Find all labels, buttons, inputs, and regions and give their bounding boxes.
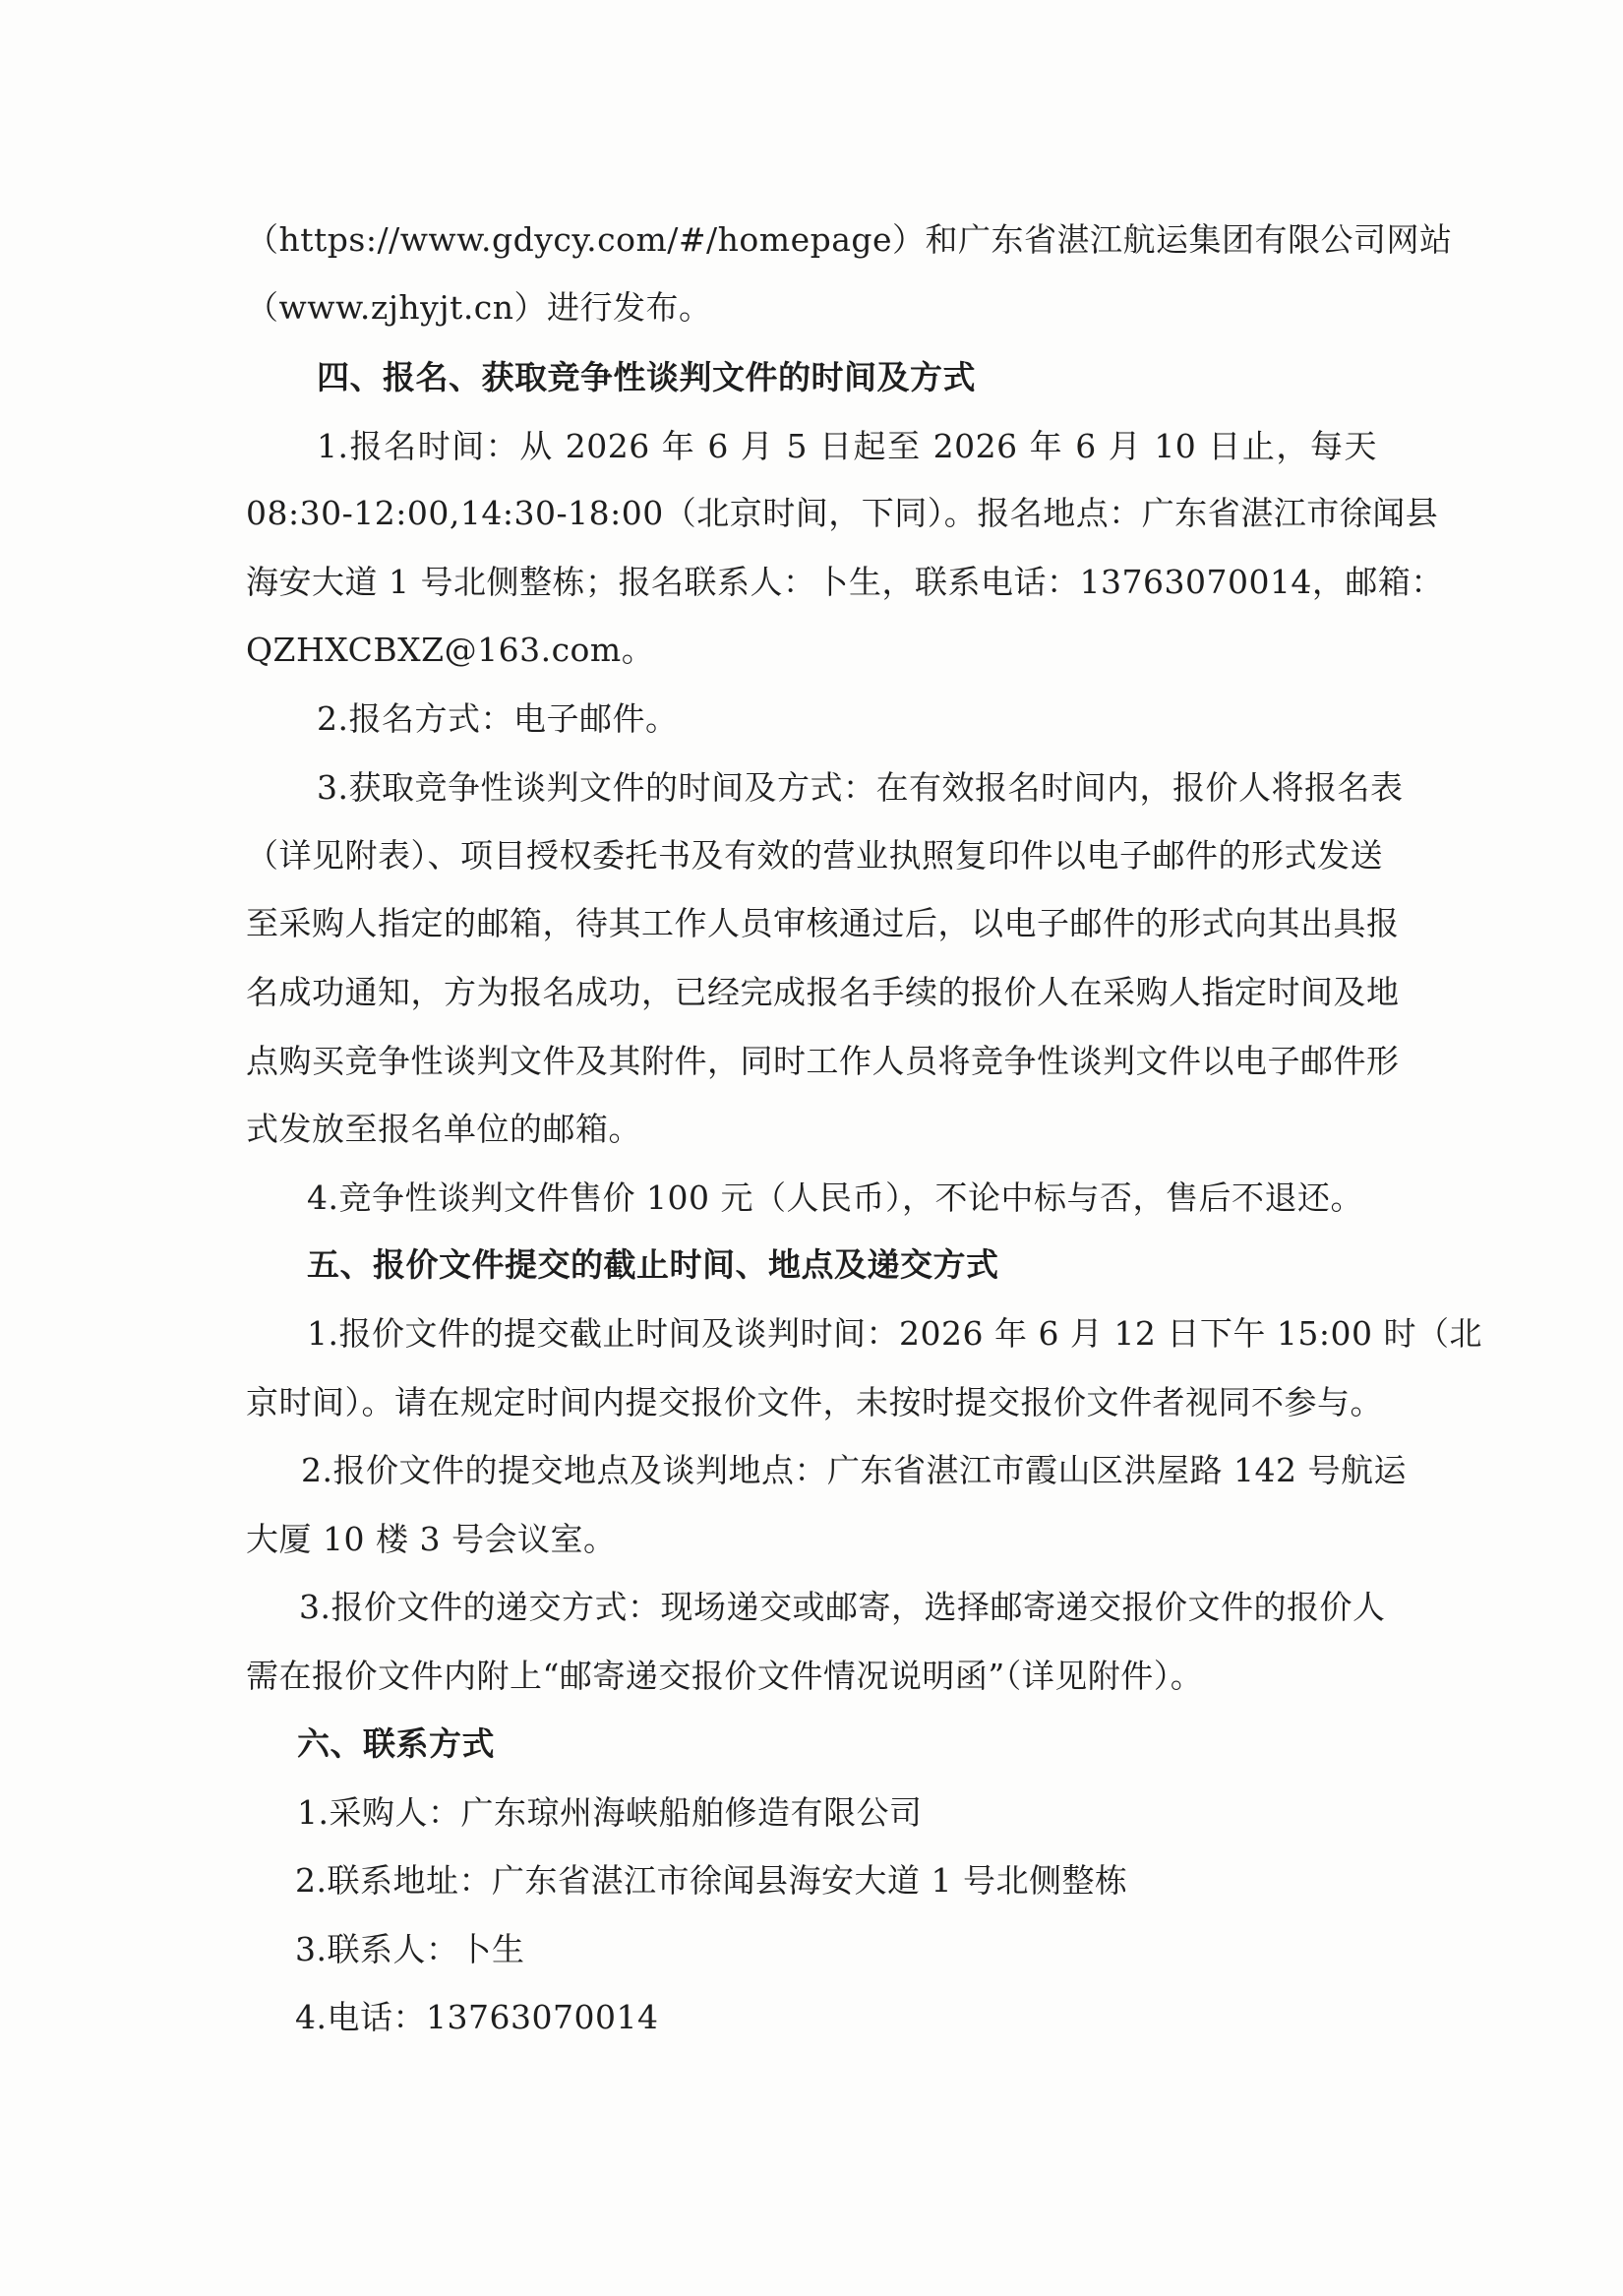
text-line: 4.电话：13763070014 <box>295 1998 659 2036</box>
text-line: （https://www.gdycy.com/#/homepage）和广东省湛江航运集团有限公司网站 <box>246 220 1453 259</box>
text-line: QZHXCBXZ@163.com。 <box>246 631 655 669</box>
text-line: 08:30-12:00,14:30-18:00（北京时间，下同）。报名地点：广东省湛江市徐闻县 <box>246 494 1439 532</box>
section-heading: 五、报价文件提交的截止时间、地点及递交方式 <box>307 1245 999 1284</box>
text-line: 需在报价文件内附上“邮寄递交报价文件情况说明函”（详见附件）。 <box>246 1657 1204 1695</box>
text-line: 2.联系地址：广东省湛江市徐闻县海安大道 1 号北侧整栋 <box>295 1861 1128 1900</box>
text-line: 1.报名时间：从 2026 年 6 月 5 日起至 2026 年 6 月 10 日止，每天 <box>317 427 1377 465</box>
text-line: 京时间）。请在规定时间内提交报价文件，未按时提交报价文件者视同不参与。 <box>246 1383 1383 1421</box>
text-line: 名成功通知，方为报名成功，已经完成报名手续的报价人在采购人指定时间及地 <box>246 973 1400 1011</box>
section-heading: 六、联系方式 <box>297 1724 495 1763</box>
text-line: 3.联系人：卜生 <box>295 1930 525 1968</box>
text-line: 3.报价文件的递交方式：现场递交或邮寄，选择邮寄递交报价文件的报价人 <box>299 1588 1386 1626</box>
text-line: 2.报名方式：电子邮件。 <box>317 699 679 738</box>
text-line: 3.获取竞争性谈判文件的时间及方式：在有效报名时间内，报价人将报名表 <box>317 768 1404 807</box>
text-line: 式发放至报名单位的邮箱。 <box>246 1110 641 1148</box>
text-line: 1.报价文件的提交截止时间及谈判时间：2026 年 6 月 12 日下午 15:00 时（北 <box>307 1314 1482 1353</box>
text-line: 点购买竞争性谈判文件及其附件，同时工作人员将竞争性谈判文件以电子邮件形 <box>246 1042 1400 1080</box>
text-line: （www.zjhyjt.cn）进行发布。 <box>246 288 712 327</box>
text-line: 1.采购人：广东琼州海峡船舶修造有限公司 <box>297 1793 923 1832</box>
text-line: （详见附表）、项目授权委托书及有效的营业执照复印件以电子邮件的形式发送 <box>246 836 1383 875</box>
text-line: 海安大道 1 号北侧整栋；报名联系人：卜生，联系电话：13763070014，邮箱： <box>246 563 1444 601</box>
section-heading: 四、报名、获取竞争性谈判文件的时间及方式 <box>317 358 976 396</box>
text-line: 大厦 10 楼 3 号会议室。 <box>246 1520 617 1558</box>
text-line: 2.报价文件的提交地点及谈判地点：广东省湛江市霞山区洪屋路 142 号航运 <box>301 1451 1407 1489</box>
text-line: 至采购人指定的邮箱，待其工作人员审核通过后，以电子邮件的形式向其出具报 <box>246 904 1400 942</box>
text-line: 4.竞争性谈判文件售价 100 元（人民币），不论中标与否，售后不退还。 <box>307 1178 1363 1217</box>
